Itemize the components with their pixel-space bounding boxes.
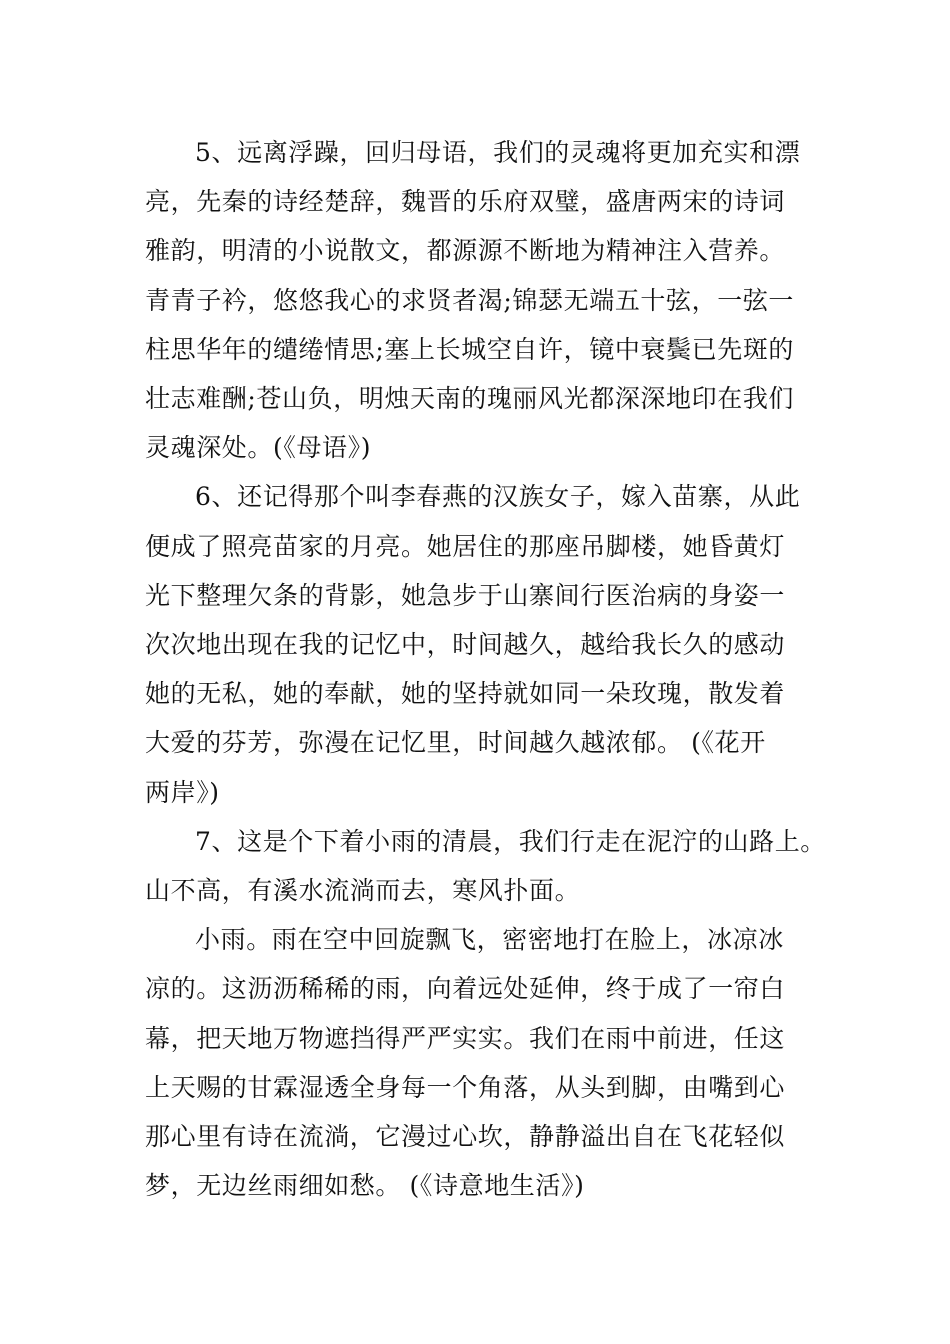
text-line: 灵魂深处。(《母语》) (145, 433, 372, 463)
text-line: 7、这是个下着小雨的清晨，我们行走在泥泞的山路上。 (195, 826, 826, 856)
text-line: 光下整理欠条的背影，她急步于山寨间行医治病的身姿一 (145, 580, 786, 610)
text-line: 上天赐的甘霖湿透全身每一个角落，从头到脚，由嘴到心 (145, 1072, 786, 1102)
paragraph-rain (145, 915, 815, 1210)
text-line: 凉的。这沥沥稀稀的雨，向着远处延伸，终于成了一帘白 (145, 974, 786, 1004)
text-line: 6、还记得那个叫李春燕的汉族女子，嫁入苗寨，从此 (195, 482, 801, 512)
text-line: 小雨。雨在空中回旋飘飞，密密地打在脸上，冰凉冰 (195, 925, 784, 955)
text-line: 青青子衿，悠悠我心的求贤者渴;锦瑟无端五十弦，一弦一 (145, 285, 795, 315)
text-line: 壮志难酬;苍山负，明烛天南的瑰丽风光都深深地印在我们 (145, 384, 795, 414)
document-page (145, 128, 826, 1210)
text-line: 柱思华年的缱绻情思;塞上长城空自许，镜中衰鬓已先斑的 (145, 334, 795, 364)
text-line: 便成了照亮苗家的月亮。她居住的那座吊脚楼，她昏黄灯 (145, 531, 786, 561)
paragraph-5 (145, 128, 815, 472)
text-line: 山不高，有溪水流淌而去，寒风扑面。 (145, 876, 581, 906)
text-line: 5、远离浮躁，回归母语，我们的灵魂将更加充实和漂 (195, 138, 801, 167)
text-line: 亮，先秦的诗经楚辞，魏晋的乐府双璧，盛唐两宋的诗词 (145, 187, 786, 217)
text-line: 雅韵，明清的小说散文，都源源不断地为精神注入营养。 (145, 236, 786, 266)
text-line: 她的无私，她的奉献，她的坚持就如同一朵玫瑰，散发着 (145, 679, 786, 709)
text-line: 幕，把天地万物遮挡得严严实实。我们在雨中前进，任这 (145, 1023, 786, 1053)
paragraph-6 (145, 472, 815, 816)
text-line: 梦，无边丝雨细如愁。 (《诗意地生活》) (145, 1171, 585, 1201)
text-line: 大爱的芬芳，弥漫在记忆里，时间越久越浓郁。 (《花开 (145, 728, 766, 758)
text-line: 次次地出现在我的记忆中，时间越久，越给我长久的感动 (145, 630, 786, 660)
text-line: 两岸》) (145, 777, 220, 807)
paragraph-7 (145, 817, 826, 915)
text-line: 那心里有诗在流淌，它漫过心坎，静静溢出自在飞花轻似 (145, 1122, 786, 1152)
